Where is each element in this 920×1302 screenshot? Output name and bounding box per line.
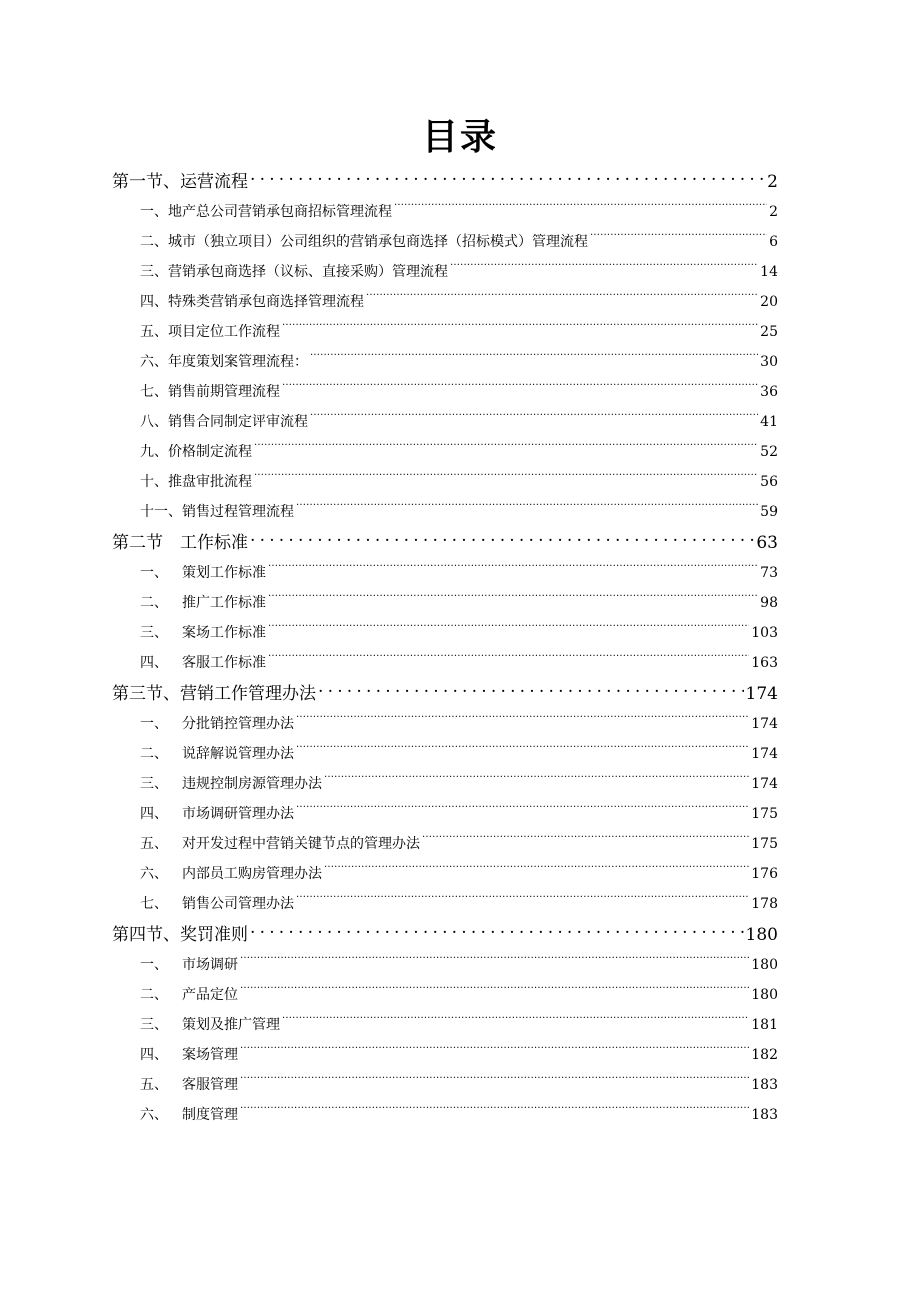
toc-item[interactable] — [112, 227, 778, 257]
page-number: 2 — [767, 172, 778, 192]
page-number: 180 — [751, 957, 778, 973]
table-of-contents — [112, 166, 778, 1130]
toc-item[interactable] — [112, 377, 778, 407]
toc-item[interactable] — [112, 799, 778, 829]
item-number: 四、 — [140, 1047, 168, 1063]
item-number: 五、 — [140, 1077, 168, 1093]
dot-leader — [268, 653, 749, 667]
item-label: 年度策划案管理流程： — [168, 354, 308, 370]
page-number: 36 — [760, 384, 778, 400]
dot-leader — [254, 442, 758, 456]
page-number: 56 — [760, 474, 778, 490]
item-number: 二、 — [140, 987, 168, 1003]
item-label: 对开发过程中营销关键节点的管理办法 — [182, 836, 420, 852]
item-label: 市场调研 — [182, 957, 238, 973]
toc-item[interactable] — [112, 497, 778, 527]
section-label: 第一节、运营流程 — [112, 172, 248, 192]
dot-leader — [250, 923, 744, 940]
item-label: 价格制定流程 — [168, 444, 252, 460]
item-label: 销售合同制定评审流程 — [168, 414, 308, 430]
dot-leader — [310, 352, 758, 366]
toc-item[interactable] — [112, 287, 778, 317]
dot-leader — [268, 593, 758, 607]
page-number: 98 — [760, 595, 778, 611]
page-number: 182 — [751, 1047, 778, 1063]
toc-item[interactable] — [112, 709, 778, 739]
dot-leader — [240, 1105, 749, 1119]
page-number: 25 — [760, 324, 778, 340]
toc-item[interactable] — [112, 739, 778, 769]
item-number: 十、 — [140, 474, 168, 490]
dot-leader — [240, 1075, 749, 1089]
dot-leader — [296, 714, 749, 728]
page-number: 163 — [751, 655, 778, 671]
item-label: 策划及推广管理 — [182, 1017, 280, 1033]
item-number: 七、 — [140, 896, 168, 912]
toc-section-4[interactable] — [112, 921, 778, 950]
page-number: 14 — [760, 264, 778, 280]
page-number: 183 — [751, 1107, 778, 1123]
item-label: 销售公司管理办法 — [182, 896, 294, 912]
toc-item[interactable] — [112, 197, 778, 227]
dot-leader — [422, 834, 749, 848]
toc-item[interactable] — [112, 347, 778, 377]
item-number: 一、 — [140, 957, 168, 973]
dot-leader — [240, 985, 749, 999]
page-number: 176 — [751, 866, 778, 882]
toc-item[interactable] — [112, 950, 778, 980]
toc-item[interactable] — [112, 467, 778, 497]
toc-section-1[interactable] — [112, 168, 778, 197]
toc-section-2[interactable] — [112, 529, 778, 558]
toc-title: 目录 — [421, 116, 498, 158]
dot-leader — [282, 1015, 749, 1029]
item-number: 四、 — [140, 655, 168, 671]
toc-item[interactable] — [112, 558, 778, 588]
dot-leader — [310, 412, 758, 426]
toc-item[interactable] — [112, 1070, 778, 1100]
item-label: 内部员工购房管理办法 — [182, 866, 322, 882]
page-number: 63 — [756, 533, 778, 553]
toc-item[interactable] — [112, 437, 778, 467]
item-number: 五、 — [140, 324, 168, 340]
item-label: 客服工作标准 — [182, 655, 266, 671]
page-number: 181 — [751, 1017, 778, 1033]
page-number: 174 — [751, 746, 778, 762]
item-label: 客服管理 — [182, 1077, 238, 1093]
section-label: 第四节、奖罚准则 — [112, 925, 248, 945]
dot-leader — [268, 623, 749, 637]
dot-leader — [296, 744, 749, 758]
toc-item[interactable] — [112, 859, 778, 889]
toc-item[interactable] — [112, 980, 778, 1010]
page-number: 183 — [751, 1077, 778, 1093]
item-label: 地产总公司营销承包商招标管理流程 — [168, 204, 392, 220]
toc-item[interactable] — [112, 829, 778, 859]
item-number: 二、 — [140, 234, 168, 250]
dot-leader — [282, 322, 758, 336]
item-label: 市场调研管理办法 — [182, 806, 294, 822]
dot-leader — [240, 955, 749, 969]
item-label: 项目定位工作流程 — [168, 324, 280, 340]
dot-leader — [324, 864, 749, 878]
item-number: 一、 — [140, 204, 168, 220]
item-label: 策划工作标准 — [182, 565, 266, 581]
page-number: 103 — [751, 625, 778, 641]
page-number: 174 — [751, 716, 778, 732]
page-number: 178 — [751, 896, 778, 912]
toc-item[interactable] — [112, 1100, 778, 1130]
dot-leader — [254, 472, 758, 486]
item-number: 九、 — [140, 444, 168, 460]
item-number: 一、 — [140, 565, 168, 581]
item-number: 六、 — [140, 1107, 168, 1123]
dot-leader — [366, 292, 758, 306]
item-label: 销售前期管理流程 — [168, 384, 280, 400]
item-number: 二、 — [140, 595, 168, 611]
item-label: 制度管理 — [182, 1107, 238, 1123]
page-number: 174 — [751, 776, 778, 792]
page-number: 59 — [760, 504, 778, 520]
toc-item[interactable] — [112, 1040, 778, 1070]
section-label: 第二节 工作标准 — [112, 533, 248, 553]
page-number: 174 — [745, 684, 778, 704]
item-number: 十一、 — [140, 504, 182, 520]
toc-item[interactable] — [112, 1010, 778, 1040]
dot-leader — [250, 170, 765, 187]
page-number: 30 — [760, 354, 778, 370]
item-label: 产品定位 — [182, 987, 238, 1003]
item-label: 营销承包商选择（议标、直接采购）管理流程 — [168, 264, 448, 280]
item-label: 特殊类营销承包商选择管理流程 — [168, 294, 364, 310]
toc-item[interactable] — [112, 257, 778, 287]
toc-item[interactable] — [112, 317, 778, 347]
dot-leader — [450, 262, 758, 276]
dot-leader — [590, 232, 767, 246]
item-label: 说辞解说管理办法 — [182, 746, 294, 762]
item-label: 违规控制房源管理办法 — [182, 776, 322, 792]
toc-item[interactable] — [112, 407, 778, 437]
item-number: 八、 — [140, 414, 168, 430]
dot-leader — [268, 563, 758, 577]
page-number: 2 — [769, 204, 778, 220]
item-label: 销售过程管理流程 — [182, 504, 294, 520]
item-number: 一、 — [140, 716, 168, 732]
item-number: 四、 — [140, 806, 168, 822]
item-number: 六、 — [140, 866, 168, 882]
dot-leader — [282, 382, 758, 396]
dot-leader — [296, 894, 749, 908]
item-number: 四、 — [140, 294, 168, 310]
item-label: 案场管理 — [182, 1047, 238, 1063]
item-label: 推盘审批流程 — [168, 474, 252, 490]
dot-leader — [394, 202, 767, 216]
toc-item[interactable] — [112, 889, 778, 919]
toc-item[interactable] — [112, 769, 778, 799]
page-number: 73 — [760, 565, 778, 581]
dot-leader — [324, 774, 749, 788]
dot-leader — [240, 1045, 749, 1059]
page-number: 175 — [751, 806, 778, 822]
page-number: 52 — [760, 444, 778, 460]
item-number: 三、 — [140, 1017, 168, 1033]
page-number: 180 — [751, 987, 778, 1003]
page-number: 41 — [760, 414, 778, 430]
page-number: 20 — [760, 294, 778, 310]
page-number: 180 — [745, 925, 778, 945]
item-label: 城市（独立项目）公司组织的营销承包商选择（招标模式）管理流程 — [168, 234, 588, 250]
page-number: 175 — [751, 836, 778, 852]
dot-leader — [318, 682, 744, 699]
toc-section-3[interactable] — [112, 680, 778, 709]
dot-leader — [296, 502, 758, 516]
item-number: 七、 — [140, 384, 168, 400]
item-number: 三、 — [140, 264, 168, 280]
item-number: 六、 — [140, 354, 168, 370]
section-label: 第三节、营销工作管理办法 — [112, 684, 316, 704]
item-label: 推广工作标准 — [182, 595, 266, 611]
dot-leader — [250, 531, 754, 548]
item-number: 二、 — [140, 746, 168, 762]
item-number: 三、 — [140, 625, 168, 641]
toc-item[interactable] — [112, 588, 778, 618]
item-label: 分批销控管理办法 — [182, 716, 294, 732]
item-number: 五、 — [140, 836, 168, 852]
item-number: 三、 — [140, 776, 168, 792]
dot-leader — [296, 804, 749, 818]
page-number: 6 — [769, 234, 778, 250]
toc-item[interactable] — [112, 648, 778, 678]
toc-item[interactable] — [112, 618, 778, 648]
item-label: 案场工作标准 — [182, 625, 266, 641]
